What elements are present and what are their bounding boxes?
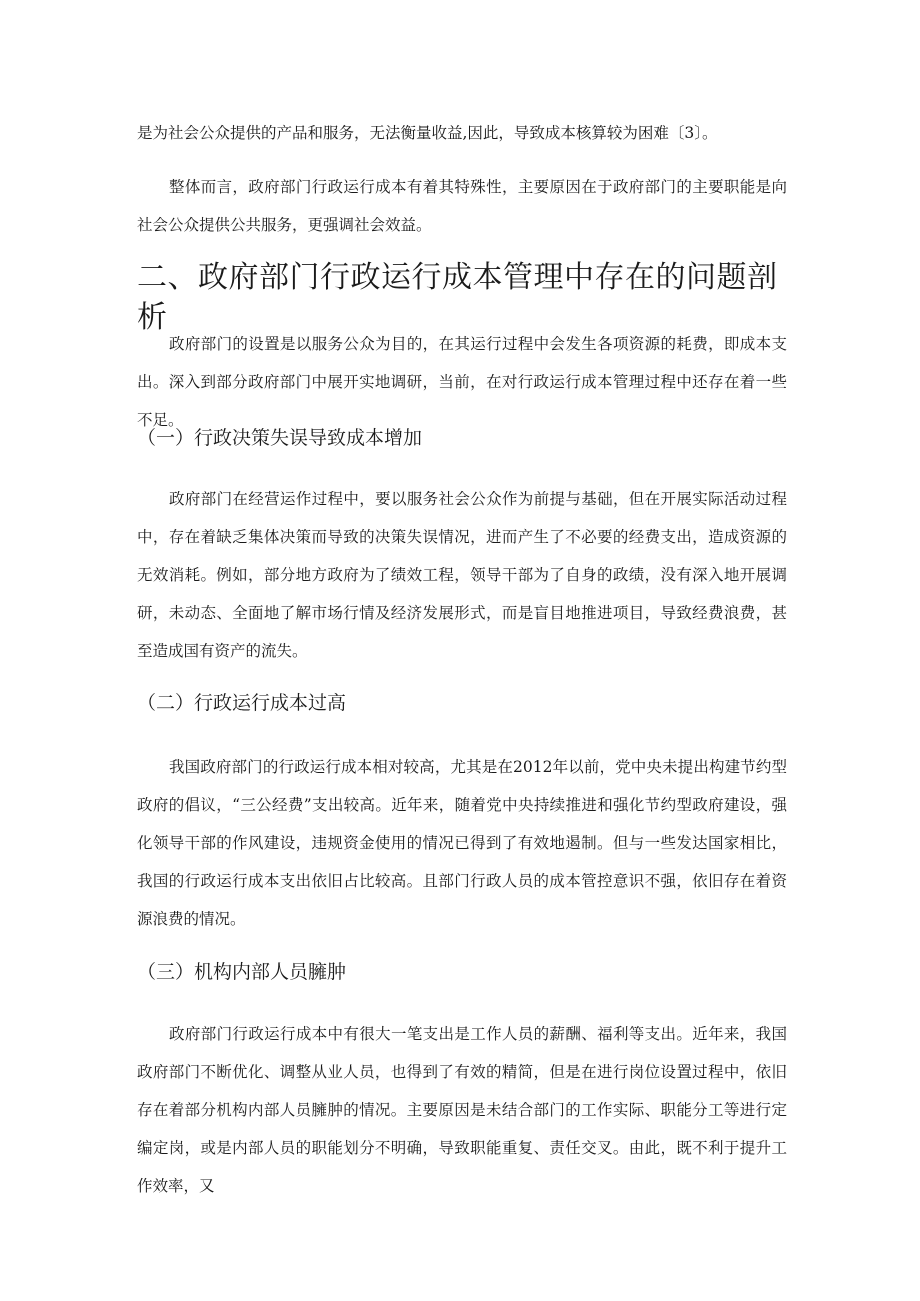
paragraph-intro: 政府部门的设置是以服务公众为目的，在其运行过程中会发生各项资源的耗费，即成本支出。深入到部分政府部门中展开实地调研，当前，在对行政运行成本管理过程中还存在着一些不足。 bbox=[137, 335, 787, 429]
paragraph-decision-errors: 政府部门在经营运作过程中，要以服务社会公众作为前提与基础，但在开展实际活动过程中，存在着缺乏集体决策而导致的决策失误情况，进而产生了不必要的经费支出，造成资源的无效消耗。例如，部分地方政府为了绩效工程，领导干部为了自身的政绩，没有深入地开展调研，未动态、全面地了解市场行情及经济发展形式，而是盲目地推进项目，导致经费浪费，甚至造成国有资产的流失。 bbox=[137, 490, 787, 660]
paragraph-summary: 整体而言，政府部门行政运行成本有着其特殊性，主要原因在于政府部门的主要职能是向社会公众提供公共服务，更强调社会效益。 bbox=[137, 178, 787, 234]
subsection-heading-2: （二）行政运行成本过高 bbox=[137, 692, 347, 714]
paragraph-continuation: 是为社会公众提供的产品和服务，无法衡量收益,因此，导致成本核算较为困难〔3〕。 bbox=[137, 124, 718, 142]
paragraph-staffing: 政府部门行政运行成本中有很大一笔支出是工作人员的薪酬、福利等支出。近年来，我国政府部门不断优化、调整从业人员，也得到了有效的精简，但是在进行岗位设置过程中，依旧存在着部分机构内部人员臃肿的情况。主要原因是未结合部门的工作实际、职能分工等进行定编定岗，或是内部人员的职能划分不明确，导致职能重复、责任交叉。由此，既不利于提升工作效率，又 bbox=[137, 1025, 787, 1195]
section-heading: 二、政府部门行政运行成本管理中存在的问题剖析 bbox=[137, 260, 778, 335]
paragraph-high-cost: 我国政府部门的行政运行成本相对较高，尤其是在2012年以前，党中央未提出构建节约型政府的倡议，“三公经费”支出较高。近年来，随着党中央持续推进和强化节约型政府建设，强化领导干部的作风建设，违规资金使用的情况已得到了有效地遏制。但与一些发达国家相比，我国的行政运行成本支出依旧占比较高。且部门行政人员的成本管控意识不强，依旧存在着资源浪费的情况。 bbox=[137, 758, 787, 928]
subsection-heading-3: （三）机构内部人员臃肿 bbox=[137, 961, 347, 983]
subsection-heading-1: （一）行政决策失误导致成本增加 bbox=[137, 427, 423, 449]
